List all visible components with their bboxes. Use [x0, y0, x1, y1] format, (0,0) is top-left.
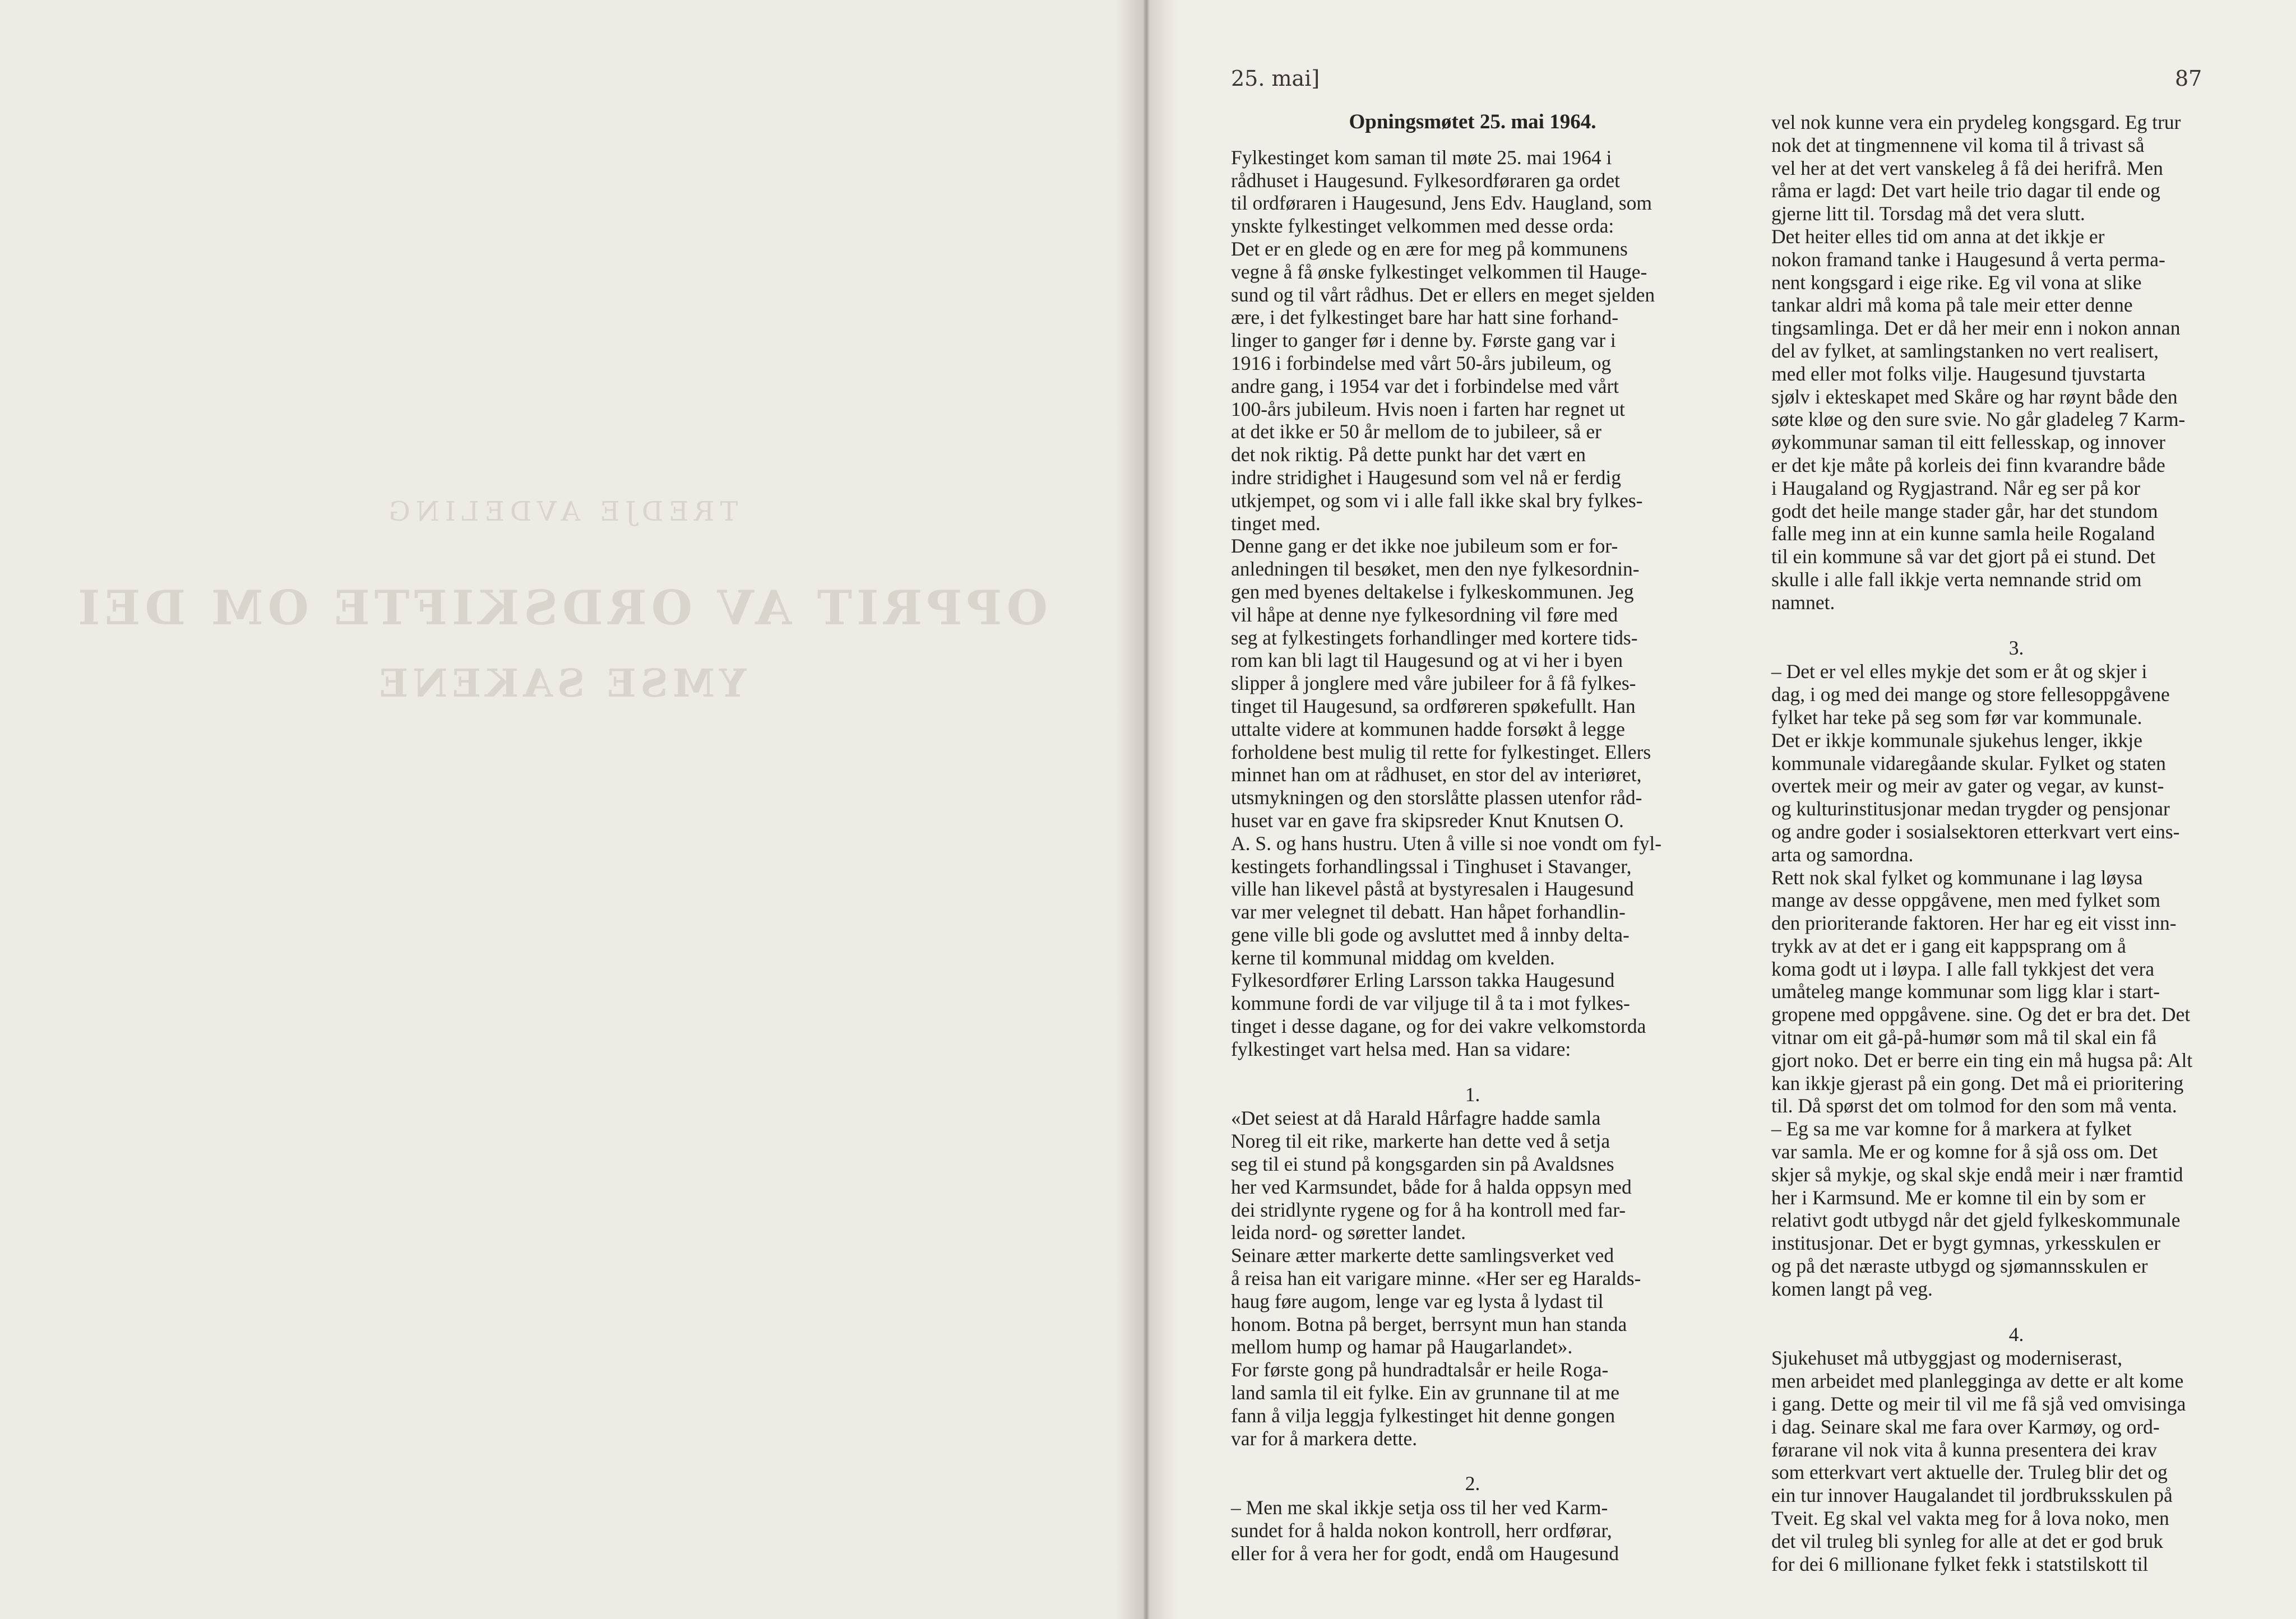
text-line: vegne å få ønske fylkestinget velkommen til Hauge-	[1231, 260, 1647, 283]
text-line: uttalte videre at kommunen hadde forsøkt å legge	[1231, 717, 1625, 740]
text-line: søte kløe og den sure svie. No går gladeleg 7 Karm-	[1771, 408, 2186, 431]
text-line: relativt godt utbygd når det gjeld fylkeskommunale	[1771, 1209, 2181, 1232]
text-line: å reisa han eit varigare minne. «Her ser eg Haralds-	[1231, 1267, 1641, 1290]
text-line: her i Karmsund. Me er komne til ein by som er	[1771, 1186, 2146, 1209]
text-line: gene ville bli gode og avsluttet med å innby delta-	[1231, 923, 1630, 946]
text-line: ynskte fylkestinget velkommen med desse orda:	[1231, 215, 1614, 238]
text-line: rom kan bli lagt til Haugesund og at vi her i byen	[1231, 649, 1623, 672]
text-line: kan ikkje gjerast på ein gong. Det må ei prioritering	[1771, 1071, 2184, 1094]
text-line: land samla til eit fylke. Ein av grunnane til at me	[1231, 1381, 1620, 1404]
text-line: komen langt på veg.	[1771, 1277, 1933, 1300]
text-line: gropene med oppgåvene. sine. Og det er bra det. Det	[1771, 1003, 2191, 1026]
text-line: i gang. Dette og meir til vil me få sjå ved omvisinga	[1771, 1393, 2186, 1416]
text-line: sund og til vårt rådhus. Det er ellers en meget sjelden	[1231, 283, 1655, 306]
article-title: Opningsmøtet 25. mai 1964.	[1349, 110, 1596, 133]
text-line: slipper å jonglere med våre jubileer for å få fylkes-	[1231, 672, 1636, 695]
text-line: leida nord- og søretter landet.	[1231, 1221, 1466, 1244]
text-line: godt det heile mange stader går, har det stundom	[1771, 499, 2158, 522]
text-line: her ved Karmsundet, både for å halda oppsyn med	[1231, 1175, 1632, 1198]
text-line: «Det seiest at då Harald Hårfagre hadde samla	[1231, 1107, 1601, 1130]
text-line: førarane vil nok vita å kunna presentera dei krav	[1771, 1438, 2158, 1461]
text-line: Tveit. Eg skal vel vakta meg for å lova noko, men	[1771, 1507, 2169, 1530]
text-line: umåteleg mange kommunar som ligg klar i start-	[1771, 980, 2160, 1003]
text-line: utsmykningen og den storslåtte plassen utenfor råd-	[1231, 786, 1642, 809]
text-line: huset var en gave fra skipsreder Knut Knutsen O.	[1231, 809, 1624, 832]
page-number: 87	[2175, 66, 2202, 91]
text-line: gjerne litt til. Torsdag må det vera slutt.	[1771, 202, 2085, 225]
text-line: del av fylket, at samlingstanken no vert realisert,	[1771, 339, 2159, 362]
text-line: 1916 i forbindelse med vårt 50-års jubileum, og	[1231, 351, 1612, 374]
text-column-right	[1771, 111, 2261, 1575]
text-line: haug føre augom, lenge var eg lysta å lydast til	[1231, 1289, 1604, 1312]
bleedthrough-heading-2: OPPRIT AV ORDSKIFTE OM DEI	[73, 580, 1048, 635]
text-line: i dag. Seinare skal me fara over Karmøy, og ord-	[1771, 1415, 2160, 1438]
bleedthrough-heading-3: YMSE SAKENE	[374, 661, 747, 706]
text-line: tankar aldri må koma på tale meir etter denne	[1771, 294, 2133, 317]
text-line: som etterkvart vert aktuelle der. Truleg blir det og	[1771, 1461, 2168, 1484]
section-2-number: 2.	[1465, 1472, 1480, 1495]
text-line: det nok riktig. På dette punkt har det vært en	[1231, 443, 1586, 466]
text-line: og andre goder i sosialsektoren etterkvart vert eins-	[1771, 820, 2180, 843]
text-line: og kulturinstitusjonar medan trygder og pensjonar	[1771, 797, 2170, 820]
text-line: honom. Botna på berget, berrsynt mun han standa	[1231, 1312, 1627, 1335]
text-line: arta og samordna.	[1771, 843, 1914, 866]
text-line: mange av desse oppgåvene, men med fylket som	[1771, 889, 2161, 912]
text-line: kerne til kommunal middag om kvelden.	[1231, 946, 1555, 969]
text-line: linger to ganger før i denne by. Første gang var i	[1231, 329, 1616, 352]
text-line: Denne gang er det ikke noe jubileum som er for-	[1231, 535, 1618, 558]
text-line: Rett nok skal fylket og kommunane i lag løysa	[1771, 866, 2143, 889]
text-line: gjort noko. Det er berre ein ting ein må hugsa på: Alt	[1771, 1049, 2193, 1071]
text-line: seg til ei stund på kongsgarden sin på Avaldsnes	[1231, 1153, 1614, 1176]
text-line: øykommunar saman til eitt fellesskap, og innover	[1771, 431, 2165, 454]
text-line: Det er en glede og en ære for meg på kommunens	[1231, 237, 1628, 260]
text-line: for dei 6 millionane fylket fekk i statstilskott til	[1771, 1552, 2149, 1575]
text-line: – Det er vel elles mykje det som er åt og skjer i	[1771, 660, 2147, 683]
section-3-text	[1771, 660, 2261, 1300]
text-line: til ein kommune så var det gjort på ei stund. Det	[1771, 545, 2156, 568]
text-line: nok det at tingmennene vil koma til å trivast så	[1771, 133, 2145, 156]
text-line: dag, i og med dei mange og store fellesoppgåvene	[1771, 683, 2170, 706]
text-line: institusjonar. Det er bygt gymnas, yrkesskulen er	[1771, 1232, 2161, 1255]
text-line: vel nok kunne vera ein prydeleg kongsgard. Eg trur	[1771, 111, 2181, 133]
text-line: Det heiter elles tid om anna at det ikkje er	[1771, 225, 2105, 248]
text-line: gen med byenes deltakelse i fylkeskommunen. Jeg	[1231, 580, 1634, 603]
text-line: fann å vilja leggja fylkestinget hit denne gongen	[1231, 1404, 1615, 1427]
text-line: kommune fordi de var viljuge til å ta i mot fylkes-	[1231, 992, 1630, 1015]
text-line: minnet han om at rådhuset, en stor del av interiøret,	[1231, 763, 1642, 786]
text-line: eller for å vera her for godt, endå om Haugesund	[1231, 1542, 1619, 1565]
left-page	[0, 0, 1144, 1619]
text-line: Sjukehuset må utbyggjast og moderniserast,	[1771, 1347, 2123, 1370]
text-line: nokon framand tanke i Haugesund å verta perma-	[1771, 248, 2165, 271]
text-line: var mer velegnet til debatt. Han håpet forhandlin-	[1231, 901, 1626, 924]
text-line: mellom hump og hamar på Haugarlandet».	[1231, 1335, 1573, 1358]
text-line: Noreg til eit rike, markerte han dette ved å setja	[1231, 1130, 1610, 1153]
text-line: anledningen til besøket, men den nye fylkesordnin-	[1231, 558, 1640, 581]
text-line: vel her at det vert vanskeleg å få dei herifrå. Men	[1771, 156, 2163, 179]
text-line: tinget til Haugesund, sa ordføreren spøkefullt. Han	[1231, 694, 1636, 717]
text-line: ville han likevel påstå at bystyresalen i Haugesund	[1231, 878, 1634, 901]
text-line: sjølv i ekteskapet med Skåre og har røynt både den	[1771, 385, 2178, 408]
text-line: – Men me skal ikkje setja oss til her ved Karm-	[1231, 1496, 1608, 1519]
text-line: seg at fylkestingets forhandlinger med kortere tids-	[1231, 626, 1638, 649]
text-line: indre stridighet i Haugesund som vel nå er ferdig	[1231, 466, 1622, 489]
text-line: vil håpe at denne nye fylkesordning vil føre med	[1231, 603, 1618, 626]
section-3-number: 3.	[2008, 636, 2024, 659]
text-line: Fylkestinget kom saman til møte 25. mai 1964 i	[1231, 146, 1612, 169]
section-1-text	[1231, 1107, 1714, 1450]
text-line: Fylkesordfører Erling Larsson takka Haugesund	[1231, 969, 1615, 992]
continued-text	[1771, 111, 2261, 614]
text-line: overtek meir og meir av gater og vegar, av kunst-	[1771, 774, 2164, 797]
text-line: rådhuset i Haugesund. Fylkesordføraren ga ordet	[1231, 169, 1621, 192]
text-line: med eller mot folks vilje. Haugesund tjuvstarta	[1771, 362, 2146, 385]
text-line: men arbeidet med planlegginga av dette er alt kome	[1771, 1370, 2184, 1393]
running-header-date: 25. mai]	[1231, 66, 1320, 91]
text-line: Det er ikkje kommunale sjukehus lenger, ikkje	[1771, 729, 2143, 751]
text-line: ære, i det fylkestinget bare har hatt sine forhand-	[1231, 306, 1619, 329]
section-1-number: 1.	[1465, 1083, 1480, 1106]
text-line: den prioriterande faktoren. Her har eg eit visst inn-	[1771, 912, 2177, 935]
text-line: var samla. Me er og komne for å sjå oss om. Det	[1771, 1140, 2158, 1163]
text-line: koma godt ut i løypa. I alle fall tykkjest det vera	[1771, 957, 2155, 980]
text-line: var for å markera dette.	[1231, 1427, 1418, 1450]
text-line: forholdene best mulig til rette for fylkestinget. Ellers	[1231, 740, 1651, 763]
text-line: til ordføraren i Haugesund, Jens Edv. Haugland, som	[1231, 192, 1652, 215]
text-line: det vil truleg bli synleg for alle at det er god bruk	[1771, 1529, 2163, 1552]
text-line: tinget med.	[1231, 512, 1321, 535]
text-column-left	[1231, 110, 1714, 1565]
text-line: er det kje måte på korleis dei finn kvarandre både	[1771, 453, 2165, 476]
text-line: dei stridlynte rygene og for å ha kontroll med far-	[1231, 1198, 1626, 1221]
text-line: skulle i alle fall ikkje verta nemnande strid om	[1771, 568, 2142, 591]
text-line: utkjempet, og som vi i alle fall ikke skal bry fylkes-	[1231, 489, 1643, 512]
section-4-text	[1771, 1347, 2261, 1575]
section-2-text	[1231, 1496, 1714, 1565]
text-line: andre gang, i 1954 var det i forbindelse med vårt	[1231, 374, 1619, 397]
text-line: fylket har teke på seg som før var kommunale.	[1771, 706, 2142, 729]
text-line: skjer så mykje, og skal skje endå meir i nær framtid	[1771, 1163, 2183, 1186]
bleedthrough-heading-1: TREDJE AVDELING	[383, 496, 738, 527]
text-line: råma er lagd: Det vart heile trio dagar til ende og	[1771, 179, 2160, 202]
text-line: tingsamlinga. Det er då her meir enn i nokon annan	[1771, 317, 2181, 340]
text-line: – Eg sa me var komne for å markera at fylket	[1771, 1117, 2132, 1140]
text-line: Seinare ætter markerte dette samlingsverket ved	[1231, 1244, 1614, 1267]
text-line: fylkestinget vart helsa med. Han sa vidare:	[1231, 1037, 1571, 1060]
text-line: og på det næraste utbygd og sjømannsskulen er	[1771, 1255, 2148, 1278]
text-line: vitnar om eit gå-på-humør som må til skal ein få	[1771, 1026, 2157, 1049]
text-line: nent kongsgard i eige rike. Eg vil vona at slike	[1771, 271, 2142, 294]
text-line: til. Då spørst det om tolmod for den som må venta.	[1771, 1094, 2177, 1117]
text-line: falle meg inn at ein kunne samla heile Rogaland	[1771, 522, 2155, 545]
text-line: i Haugaland og Rygjastrand. Når eg ser på kor	[1771, 476, 2141, 499]
text-line: For første gong på hundradtalsår er heile Roga-	[1231, 1358, 1609, 1381]
text-line: namnet.	[1771, 591, 1835, 614]
text-line: at det ikke er 50 år mellom de to jubileer, så er	[1231, 420, 1601, 443]
text-line: tinget i desse dagane, og for dei vakre velkomstorda	[1231, 1015, 1646, 1038]
text-line: 100-års jubileum. Hvis noen i farten har regnet ut	[1231, 397, 1625, 420]
intro-paragraphs	[1231, 146, 1714, 1061]
text-line: ein tur innover Haugalandet til jordbruksskulen på	[1771, 1484, 2173, 1507]
text-line: A. S. og hans hustru. Uten å ville si noe vondt om fyl-	[1231, 832, 1662, 855]
book-gutter	[1115, 0, 1177, 1619]
text-line: kommunale vidaregåande skular. Fylket og staten	[1771, 751, 2166, 774]
section-4-number: 4.	[2008, 1323, 2024, 1346]
text-line: kestingets forhandlingssal i Tinghuset i Stavanger,	[1231, 855, 1632, 878]
text-line: sundet for å halda nokon kontroll, herr ordførar,	[1231, 1519, 1612, 1542]
text-line: trykk av at det er i gang eit kappsprang om å	[1771, 934, 2126, 957]
